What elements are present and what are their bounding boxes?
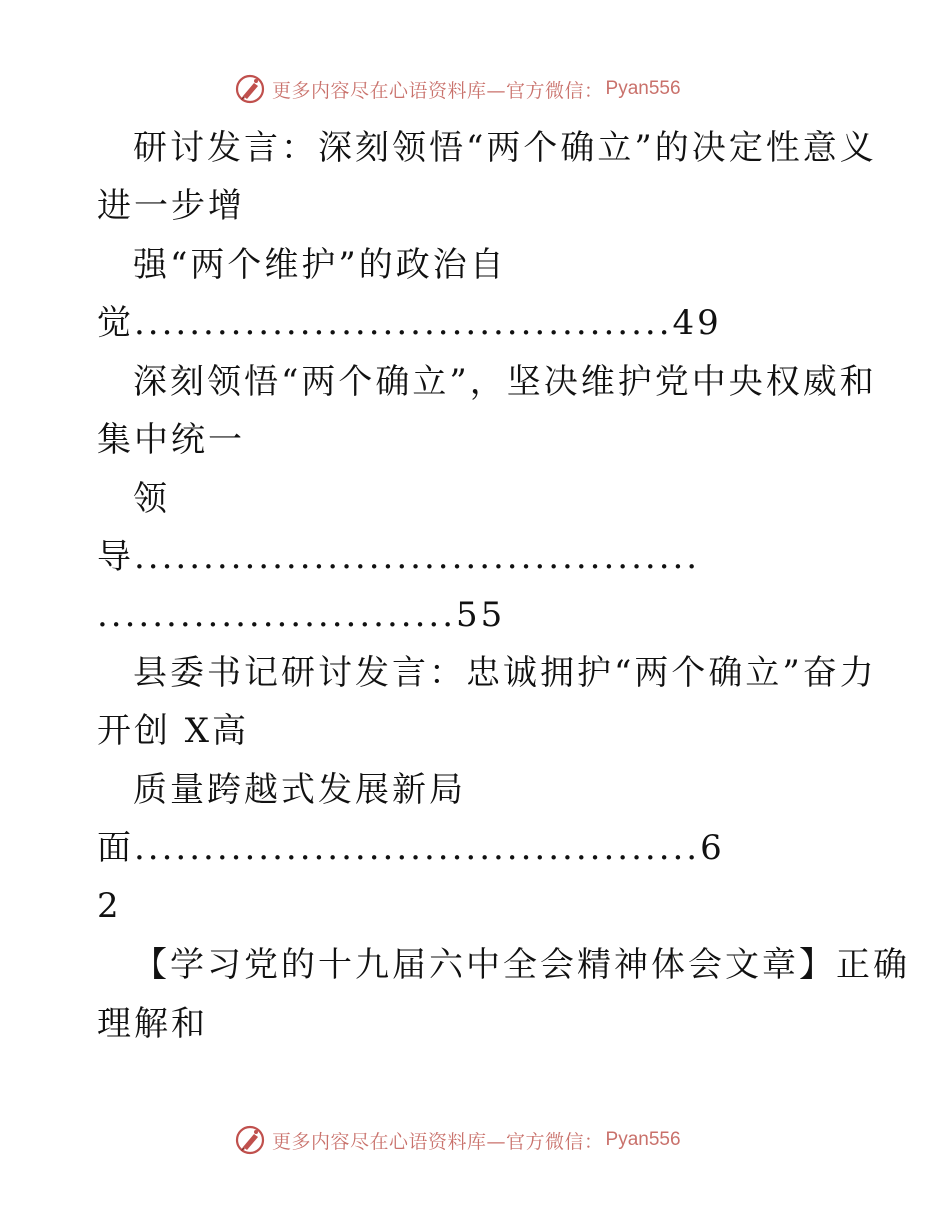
footer-watermark xyxy=(234,1123,681,1157)
toc-line: 进一步增 xyxy=(97,186,245,226)
toc-line: 领 xyxy=(133,479,170,519)
toc-line: 面.........................................6 xyxy=(97,828,725,868)
toc-line: 理解和 xyxy=(97,1004,208,1044)
watermark-text: 更多内容尽在心语资料库—官方微信： xyxy=(272,79,604,102)
pen-logo-icon xyxy=(234,1124,266,1156)
watermark-wechat-id: Pyan556 xyxy=(605,1129,681,1150)
toc-line: 强“两个维护”的政治自 xyxy=(133,245,507,285)
toc-line: 质量跨越式发展新局 xyxy=(133,770,466,810)
toc-line: 县委书记研讨发言：忠诚拥护“两个确立”奋力 xyxy=(133,653,877,693)
toc-line: 研讨发言：深刻领悟“两个确立”的决定性意义 xyxy=(133,128,877,168)
watermark-wechat-id: Pyan556 xyxy=(605,78,681,99)
toc-line: 【学习党的十九届六中全会精神体会文章】正确 xyxy=(133,945,910,985)
pen-logo-icon xyxy=(234,73,266,105)
toc-line: 深刻领悟“两个确立”，坚决维护党中央权威和 xyxy=(133,362,877,402)
header-watermark xyxy=(234,72,681,106)
toc-line: 2 xyxy=(97,886,122,926)
toc-line: 开创 X高 xyxy=(97,711,250,751)
toc-line: 导......................................... xyxy=(97,537,701,577)
toc-line: ..........................55 xyxy=(97,595,506,635)
watermark-text: 更多内容尽在心语资料库—官方微信： xyxy=(272,1130,604,1153)
toc-line: 觉.......................................49 xyxy=(97,303,722,343)
toc-line: 集中统一 xyxy=(97,420,245,460)
